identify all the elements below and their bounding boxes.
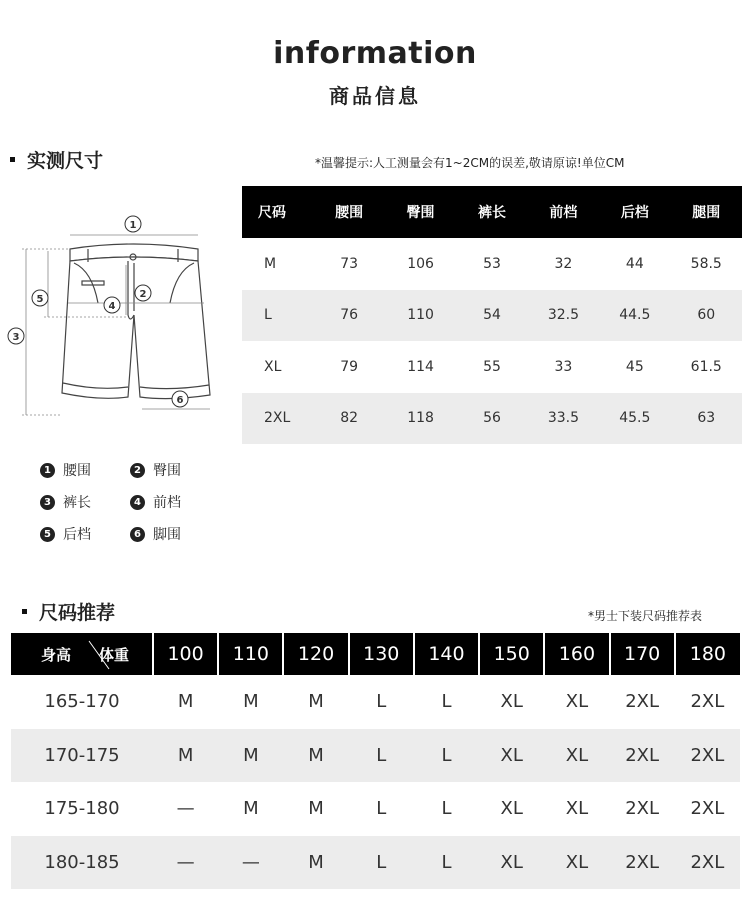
table-cell: L (242, 290, 313, 342)
corner-header (11, 633, 153, 675)
table-cell: 63 (671, 393, 742, 445)
size-cell: L (441, 691, 452, 713)
size-cell: M (308, 798, 324, 820)
table-cell: 32 (554, 255, 573, 272)
marker-3 (8, 328, 24, 344)
size-cell: 2XL (690, 798, 725, 820)
weight-header: 130 (349, 633, 414, 675)
size-cell: L (414, 836, 479, 890)
bullet-icon (22, 609, 27, 614)
size-cell: 2XL (610, 729, 675, 783)
measurement-header-row (242, 186, 742, 238)
size-cell: — (176, 798, 195, 820)
measure-title-text: 实测尺寸 (27, 150, 104, 172)
marker-6 (172, 391, 188, 407)
size-cell: XL (479, 836, 544, 890)
recommend-section-title (22, 598, 115, 625)
recommend-note: *男士下装尺码推荐表 (588, 609, 703, 623)
svg-text:6: 6 (176, 395, 184, 406)
size-cell: — (153, 836, 218, 890)
table-cell: XL (264, 358, 282, 375)
size-cell: XL (500, 798, 523, 820)
legend-label: 后档 (63, 527, 91, 543)
size-cell: 2XL (625, 691, 660, 713)
size-cell: XL (565, 691, 589, 713)
table-cell: 114 (407, 358, 434, 375)
table-row (242, 290, 742, 342)
size-recommend-table (11, 633, 740, 889)
weight-header: 160 (544, 633, 609, 675)
size-cell: M (153, 729, 218, 783)
weight-header: 150 (479, 633, 544, 675)
svg-text:5: 5 (36, 294, 44, 305)
legend-item (130, 460, 181, 480)
table-row (11, 782, 740, 836)
table-cell: 55 (483, 358, 501, 375)
weight-header: 110 (218, 633, 283, 675)
legend-number: 5 (40, 527, 55, 542)
weight-header: 180 (675, 633, 740, 675)
legend-item (40, 524, 91, 544)
height-cell: 175-180 (44, 798, 120, 820)
recommend-title-text: 尺码推荐 (39, 602, 116, 624)
table-cell: M (264, 255, 277, 272)
legend-item (130, 524, 181, 544)
table-cell: 54 (456, 290, 527, 342)
legend-number: 4 (130, 495, 145, 510)
svg-text:4: 4 (108, 301, 116, 312)
size-cell: XL (479, 729, 544, 783)
measurement-table (242, 186, 742, 444)
diagonal-divider (11, 633, 153, 675)
table-cell: 110 (385, 290, 456, 342)
table-row (11, 836, 740, 890)
table-row (11, 675, 740, 729)
table-cell: 79 (340, 358, 359, 375)
size-cell: — (218, 836, 283, 890)
table-cell: 53 (483, 255, 501, 272)
title-cn: 商品信息 (329, 84, 421, 108)
weight-header: 170 (610, 633, 675, 675)
col-header: 尺码 (242, 186, 313, 238)
table-cell: 106 (407, 255, 434, 272)
legend-item (40, 460, 91, 480)
corner-height-label: 身高 (41, 646, 72, 664)
recommend-header-row (11, 633, 740, 675)
size-cell: XL (500, 691, 523, 713)
size-cell: 2XL (610, 836, 675, 890)
measure-section-title (10, 146, 103, 173)
table-cell: 33.5 (528, 393, 599, 445)
size-cell: L (376, 798, 387, 820)
size-cell: XL (544, 836, 609, 890)
legend-label: 臀围 (153, 463, 181, 479)
col-header: 后档 (599, 186, 670, 238)
table-row (242, 393, 742, 445)
height-cell: 170-175 (11, 729, 153, 783)
size-cell: 2XL (690, 691, 725, 713)
col-header: 裤长 (456, 186, 527, 238)
table-cell: 58.5 (690, 255, 722, 272)
legend-label: 前档 (153, 495, 181, 511)
title-en: information (273, 36, 477, 71)
table-cell: 56 (456, 393, 527, 445)
measure-note: *温馨提示:人工测量会有1~2CM的误差,敬请原谅!单位CM (315, 156, 625, 170)
table-cell: 76 (313, 290, 384, 342)
legend-item (130, 492, 181, 512)
table-cell: 45 (625, 358, 644, 375)
svg-text:2: 2 (139, 289, 147, 300)
size-cell: M (243, 798, 259, 820)
table-row (242, 238, 742, 290)
col-header: 前档 (528, 186, 599, 238)
size-cell: M (283, 729, 348, 783)
col-header: 腰围 (313, 186, 384, 238)
size-cell: M (177, 691, 194, 713)
size-cell: 2XL (625, 798, 660, 820)
table-cell: 60 (671, 290, 742, 342)
size-cell: M (308, 691, 324, 713)
size-cell: L (414, 729, 479, 783)
height-cell: 180-185 (11, 836, 153, 890)
table-cell: 82 (313, 393, 384, 445)
weight-header: 140 (414, 633, 479, 675)
size-cell: 2XL (675, 836, 740, 890)
corner-weight-label: 体重 (99, 646, 130, 664)
weight-header: 120 (283, 633, 348, 675)
weight-header: 100 (153, 633, 218, 675)
legend-number: 3 (40, 495, 55, 510)
table-cell: 2XL (242, 393, 313, 445)
legend-label: 脚围 (153, 527, 181, 543)
size-cell: L (441, 798, 452, 820)
legend-number: 6 (130, 527, 145, 542)
shorts-diagram (0, 205, 240, 440)
table-cell: 73 (340, 255, 359, 272)
svg-text:3: 3 (12, 332, 20, 343)
size-cell: L (349, 836, 414, 890)
size-cell: L (376, 691, 387, 713)
size-cell: 2XL (675, 729, 740, 783)
table-cell: 44.5 (599, 290, 670, 342)
legend-number: 1 (40, 463, 55, 478)
height-cell: 165-170 (44, 691, 120, 713)
table-cell: 44 (625, 255, 644, 272)
col-header: 腿围 (671, 186, 742, 238)
legend-number: 2 (130, 463, 145, 478)
table-row (242, 341, 742, 393)
size-cell: XL (544, 729, 609, 783)
table-cell: 33 (554, 358, 573, 375)
table-row (11, 729, 740, 783)
marker-2 (135, 285, 151, 301)
size-cell: M (283, 836, 348, 890)
table-cell: 118 (385, 393, 456, 445)
table-cell: 45.5 (599, 393, 670, 445)
table-cell: 61.5 (690, 358, 722, 375)
size-cell: M (218, 729, 283, 783)
legend-label: 裤长 (63, 495, 91, 511)
table-cell: 32.5 (528, 290, 599, 342)
marker-1 (125, 216, 141, 232)
col-header: 臀围 (385, 186, 456, 238)
size-cell: XL (565, 798, 589, 820)
size-cell: M (243, 691, 259, 713)
marker-5 (32, 290, 48, 306)
bullet-icon (10, 157, 15, 162)
svg-text:1: 1 (129, 220, 137, 231)
marker-4 (104, 297, 120, 313)
size-cell: L (349, 729, 414, 783)
legend-label: 腰围 (63, 463, 91, 479)
legend-item (40, 492, 91, 512)
